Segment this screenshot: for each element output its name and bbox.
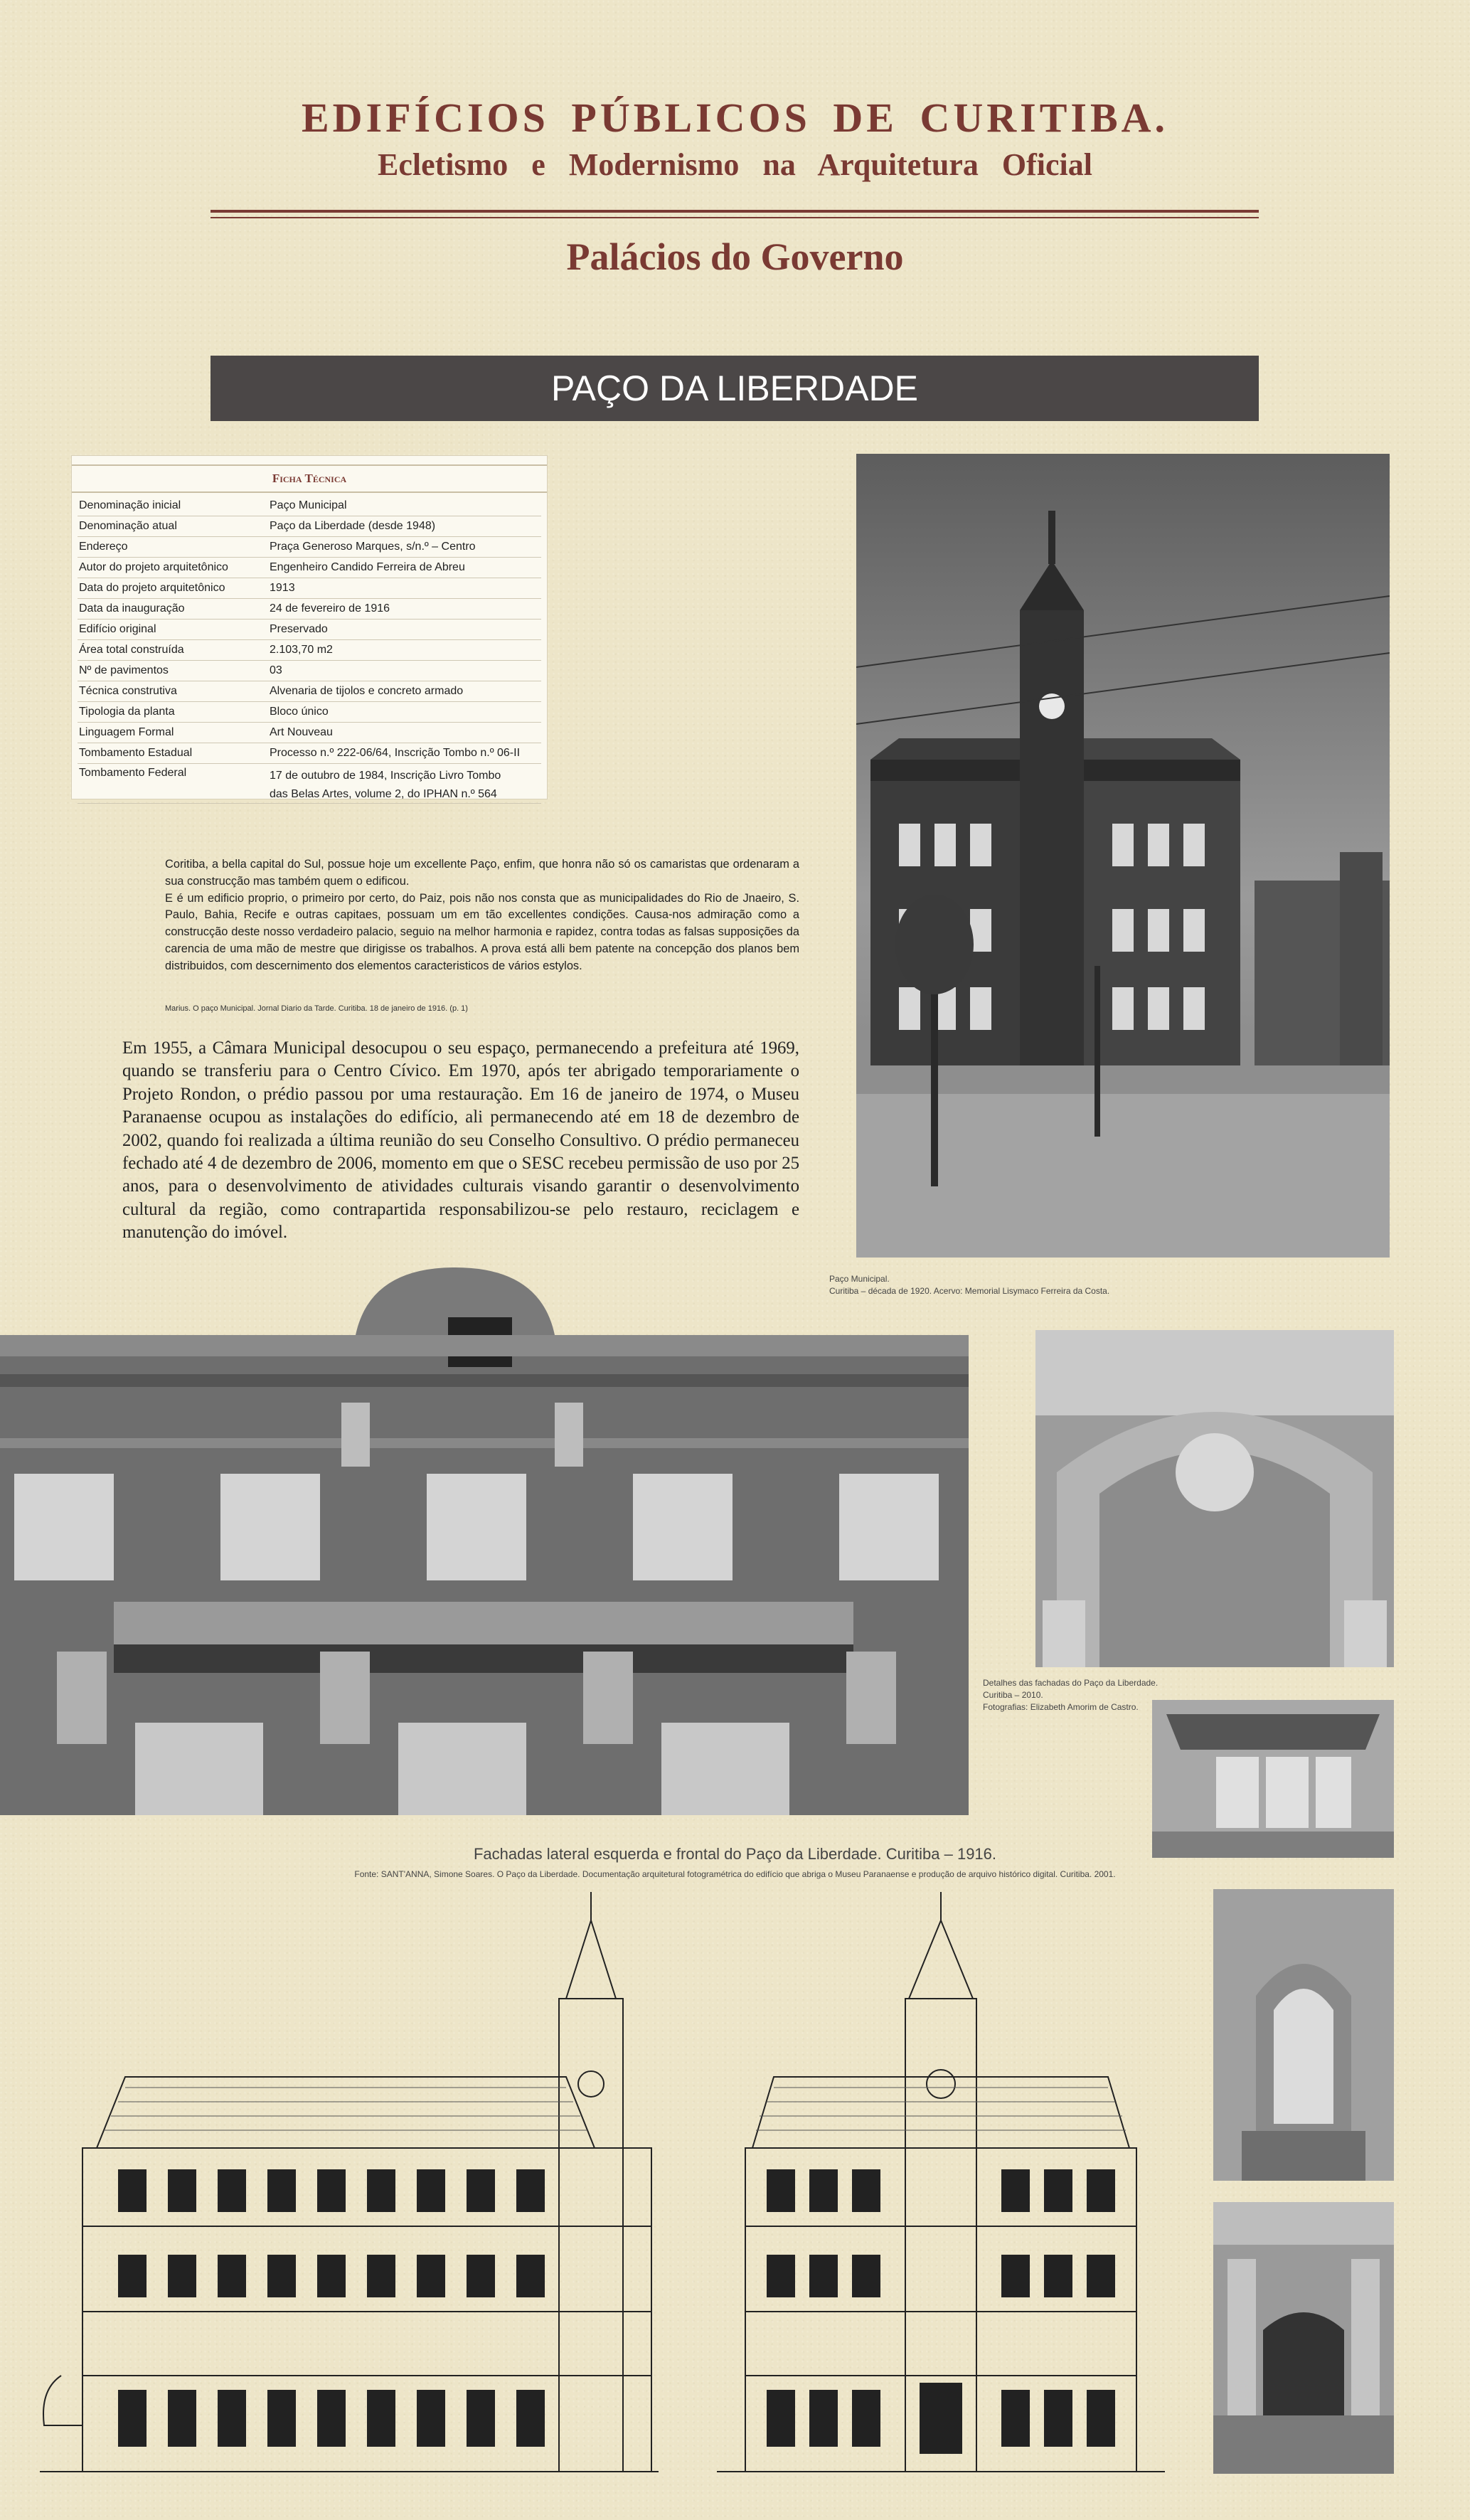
- left-facade-drawing: [40, 1892, 659, 2474]
- ficha-value: 24 de fevereiro de 1916: [270, 602, 390, 615]
- ficha-value: 2.103,70 m2: [270, 644, 333, 656]
- historic-quote: [165, 856, 799, 975]
- main-title: EDIFÍCIOS PÚBLICOS DE CURITIBA.: [301, 95, 1169, 141]
- ficha-row: [78, 702, 541, 723]
- detail-photo-entrance: [1213, 2202, 1394, 2474]
- ficha-label: Endereço: [79, 541, 128, 553]
- detail-photo-door: [1213, 1889, 1394, 2181]
- ficha-value: Bloco único: [270, 706, 329, 718]
- ficha-label: Técnica construtiva: [79, 685, 177, 697]
- ficha-row: [78, 537, 541, 558]
- ficha-value: Paço Municipal: [270, 499, 347, 511]
- ficha-label: Denominação inicial: [79, 499, 181, 511]
- ficha-label: Tipologia da planta: [79, 706, 175, 718]
- ficha-row: [78, 516, 541, 537]
- ficha-label: Edifício original: [79, 623, 156, 635]
- front-facade-drawing: [717, 1892, 1165, 2474]
- historic-photo: [856, 454, 1390, 1258]
- title-rule: [211, 210, 1259, 213]
- ficha-value: 03: [270, 664, 282, 676]
- ficha-row: [78, 743, 541, 764]
- ficha-value: Art Nouveau: [270, 726, 333, 738]
- technical-sheet-rows: [78, 496, 541, 804]
- ficha-label: Autor do projeto arquitetônico: [79, 561, 228, 573]
- ficha-value-line: das Belas Artes, volume 2, do IPHAN n.º 564: [270, 788, 497, 800]
- subtitle: Ecletismo e Modernismo na Arquitetura Oficial: [378, 147, 1092, 182]
- technical-sheet: [71, 455, 548, 799]
- quote-paragraph: E é um edificio proprio, o primeiro por certo, do Paiz, pois não nos consta que as municipalidades do Rio de Jnaeiro, S. Paulo, Bahia, Recife e outras capitaes, possuam um em tão excellentes condições. Causa-nos admiração como a construcção deste nosso verdadeiro palacio, seguio na melhor harmonia e rapidez, contra todas as falsas supposições da carencia de uma mão de mestre que dirigisse os trabalhos. A prova está alli bem patente na concepção dos planos bem distribuidos, com descernimento dos elementos caracteristicos de vários estylos.: [165, 891, 799, 972]
- ficha-value-line: 17 de outubro de 1984, Inscrição Livro Tombo: [270, 770, 501, 782]
- ficha-row: [78, 599, 541, 620]
- building-banner: PAÇO DA LIBERDADE: [211, 356, 1259, 421]
- caption-line: Fotografias: Elizabeth Amorim de Castro.: [983, 1702, 1139, 1712]
- history-text: Em 1955, a Câmara Municipal desocupou o seu espaço, permanecendo a prefeitura até 1969, quando se transferiu para o Centro Cívico. Em 1970, após ter abrigado temporariamente o Projeto Rondon, o prédio passou por uma restauração. Em 16 de janeiro de 1974, o Museu Paranaense ocupou as instalações do edifício, ali permanecendo até em 18 de dezembro de 2002, quando foi realizada a última reunião do seu Conselho Consultivo. O prédio permaneceu fechado até 4 de dezembro de 2006, momento em que o SESC recebeu permissão de uso por 25 anos, para o desenvolvimento de atividades culturais visando garantir o desenvolvimento cultural da região, como contrapartida responsabilizou-se pelo restauro, reciclagem e manutenção do imóvel.: [122, 1038, 799, 1243]
- ficha-row: [78, 640, 541, 661]
- ficha-label: Tombamento Estadual: [79, 747, 193, 759]
- ficha-value: [270, 767, 541, 804]
- ficha-row: [78, 723, 541, 743]
- quote-paragraph: Coritiba, a bella capital do Sul, possue hoje um excellente Paço, enfim, que honra não só os camaristas que ordenaram a sua construcção mas também quem o edificou.: [165, 858, 799, 888]
- ficha-value: Praça Generoso Marques, s/n.º – Centro: [270, 541, 476, 553]
- ficha-label: Nº de pavimentos: [79, 664, 169, 676]
- ficha-row: [78, 764, 541, 804]
- ficha-label: Tombamento Federal: [79, 767, 187, 779]
- facades-caption: Fachadas lateral esquerda e frontal do Paço da Liberdade. Curitiba – 1916.: [473, 1845, 997, 1863]
- technical-sheet-title: Ficha Técnica: [72, 464, 547, 493]
- facades-source: Fonte: SANT'ANNA, Simone Soares. O Paço da Liberdade. Documentação arquitetural fotogramétrica do edifício que abriga o Museu Paranaense e produção de arquivo histórico digital. Curitiba. 2001.: [354, 1869, 1116, 1879]
- ficha-value: Processo n.º 222-06/64, Inscrição Tombo n.º 06-II: [270, 747, 521, 759]
- ficha-row: [78, 681, 541, 702]
- ficha-value: Preservado: [270, 623, 328, 635]
- detail-photo-canopy: [1152, 1700, 1394, 1858]
- ficha-label: Data do projeto arquitetônico: [79, 582, 225, 594]
- ficha-label: Linguagem Formal: [79, 726, 174, 738]
- facade-detail-photo: [0, 1267, 969, 1815]
- ficha-label: Denominação atual: [79, 520, 177, 532]
- ficha-label: Data da inauguração: [79, 602, 185, 615]
- ficha-row: [78, 496, 541, 516]
- detail-photo-ornament: [1035, 1330, 1394, 1667]
- ficha-row: [78, 558, 541, 578]
- section-title: Palácios do Governo: [566, 235, 904, 278]
- ficha-value: 1913: [270, 582, 295, 594]
- ficha-label: Área total construída: [79, 644, 184, 656]
- caption-line: Detalhes das fachadas do Paço da Liberdade.: [983, 1678, 1159, 1688]
- caption-line: Curitiba – 2010.: [983, 1690, 1043, 1700]
- caption-line: Curitiba – década de 1920. Acervo: Memorial Lisymaco Ferreira da Costa.: [829, 1286, 1110, 1296]
- title-rule-thin: [211, 217, 1259, 218]
- ficha-value: Paço da Liberdade (desde 1948): [270, 520, 436, 532]
- quote-source: Marius. O paço Municipal. Jornal Diario da Tarde. Curitiba. 18 de janeiro de 1916. (p. 1): [165, 1004, 468, 1013]
- ficha-row: [78, 661, 541, 681]
- ficha-value: Alvenaria de tijolos e concreto armado: [270, 685, 464, 697]
- ficha-row: [78, 578, 541, 599]
- caption-line: Paço Municipal.: [829, 1274, 890, 1284]
- ficha-row: [78, 620, 541, 640]
- ficha-value: Engenheiro Candido Ferreira de Abreu: [270, 561, 465, 573]
